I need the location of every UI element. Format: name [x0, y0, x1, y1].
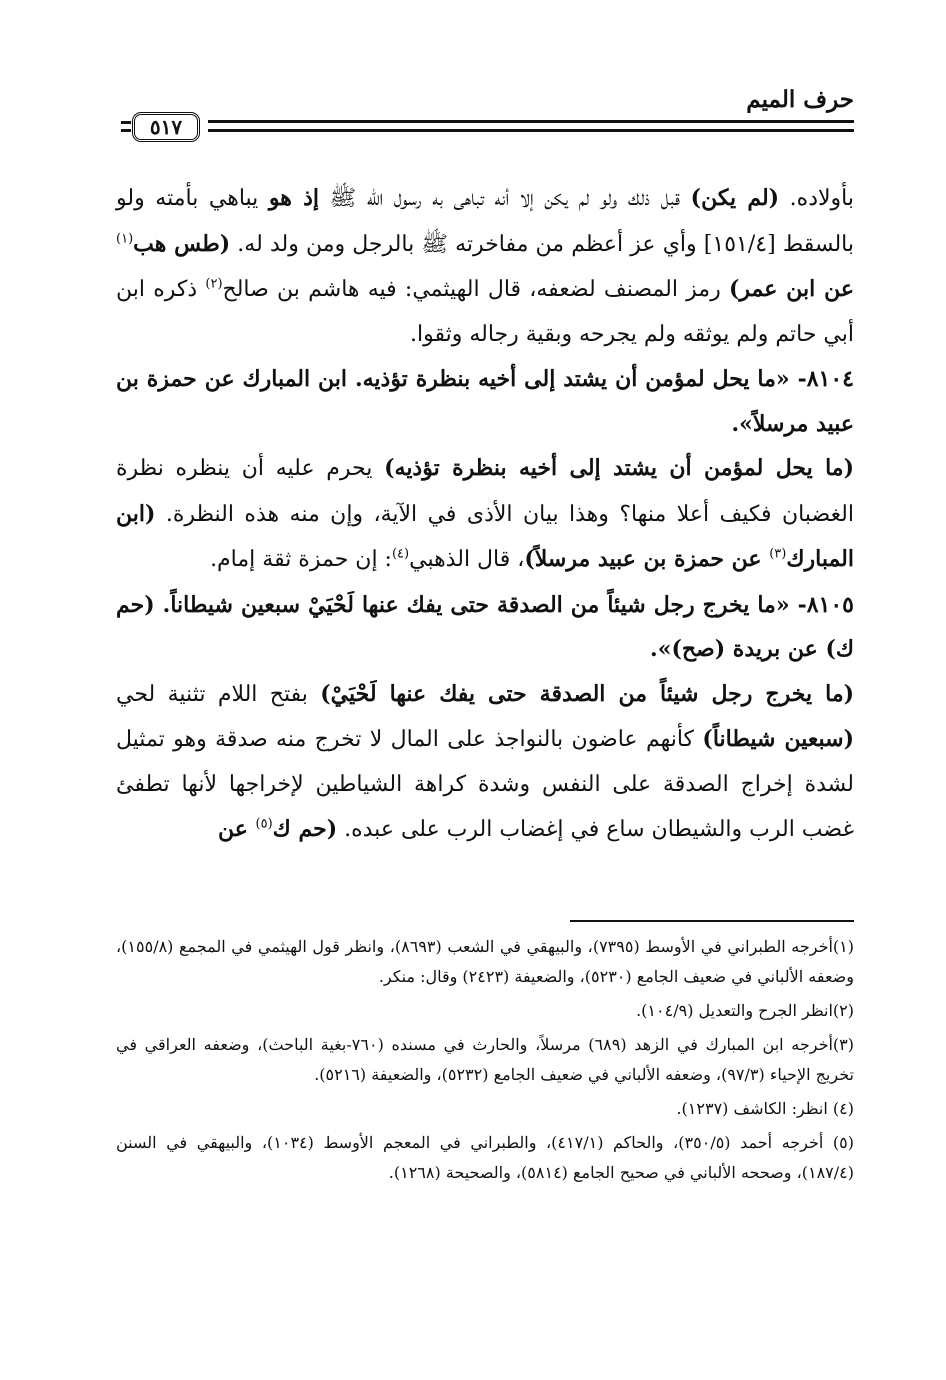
text-run: ، قال الذهبي [409, 547, 525, 572]
chapter-title: حرف الميم [746, 86, 854, 113]
source-code: (ابن المبارك [116, 500, 854, 572]
source-narrator: عن حمزة بن عبيد مرسلاً) [524, 546, 770, 572]
quoted-phrase: (سبعين شيطاناً) [702, 726, 855, 752]
text-run: كأنهم عاضون بالنواجذ على المال لا تخرج منه صدقة وهو تمثيل لشدة إخراج الصدقة على النفس وشدة كراهة الشياطين لإخراجها لأنها تطفئ غضب الرب والشيطان ساع في إغضاب الرب على عبده. [116, 727, 854, 842]
footnotes [116, 932, 854, 1192]
entry-text: - «ما يخرج رجل شيئاً من الصدقة حتى يفك عنها لَحْيَيْ سبعين شيطاناً. (حم ك) عن بريدة (صح)». [116, 591, 854, 662]
paragraph [116, 672, 854, 853]
paragraph [116, 176, 854, 357]
text-run: رمز المصنف لضعفه، قال الهيثمي: فيه هاشم بن صالح [222, 277, 729, 302]
text-run: يباهي بأمته ولو بالسقط [١٥١/٤] وأي عز أعظم من مفاخرته ﷺ بالرجل ومن ولد له. [116, 186, 854, 257]
hadith-entry [116, 583, 854, 672]
entry-text: - «ما يحل لمؤمن أن يشتد إلى أخيه بنظرة تؤذيه. ابن المبارك عن حمزة بن عبيد مرسلاً». [116, 366, 854, 437]
footnote: (٢)انظر الجرح والتعديل (١٠٤/٩). [636, 1001, 854, 1020]
page-number: ٥١٧ [132, 112, 200, 142]
hadith-entry [116, 357, 854, 446]
text-run: بفتح اللام تثنية لحي [116, 681, 321, 707]
footnote-ref[interactable]: (٣) [769, 546, 787, 562]
page-header [116, 84, 854, 156]
footnote: (٣)أخرجه ابن المبارك في الزهد (٦٨٩) مرسلاً، والحارث في مسنده (٧٦٠-بغية الباحث)، وضعفه العراقي في تخريج الإحياء (٩٧/٣)، وضعفه الألباني في ضعيف الجامع (٥٢٣٢)، والضعيفة (٥٢١٦). [116, 1035, 855, 1084]
footnote-ref[interactable]: (٤) [391, 546, 410, 562]
footnote-ref[interactable]: (١) [116, 231, 134, 247]
quoted-phrase: إذ هو [268, 185, 320, 211]
text-run: قبل ذلك ولو لم يكن إلا أنه تباهى به رسول الله ﷺ [319, 186, 691, 211]
paragraph [116, 446, 854, 583]
main-text [116, 176, 854, 853]
text-run: : إن حمزة ثقة إمام. [210, 547, 392, 572]
source-narrator: عن ابن عمر) [728, 276, 854, 302]
quoted-phrase: (ما يحل لمؤمن أن يشتد إلى أخيه بنظرة تؤذيه) [384, 455, 854, 481]
footnote-separator [570, 920, 854, 922]
source-code: (حم ك [272, 816, 338, 842]
entry-number: ٨١٠٤ [806, 366, 854, 392]
footnote: (١)أخرجه الطبراني في الأوسط (٧٣٩٥)، والبيهقي في الشعب (٨٦٩٣)، وانظر قول الهيثمي في المجمع (١٥٥/٨)، وضعفه الألباني في ضعيف الجامع (٥٢٣٠)، والضعيفة (٢٤٢٣) وقال: منكر. [116, 937, 855, 986]
quoted-phrase: (ما يخرج رجل شيئاً من الصدقة حتى يفك عنها لَحْيَيْ) [320, 680, 855, 707]
footnote: (٥) أخرجه أحمد (٣٥٠/٥)، والحاكم (٤١٧/١)، والطبراني في المعجم الأوسط (١٠٣٤)، والبيهقي في السنن (١٨٧/٤)، وصححه الألباني في صحيح الجامع (٥٨١٤)، والصحيحة (١٢٦٨). [116, 1133, 854, 1182]
quoted-phrase: (لم يكن) [690, 185, 780, 211]
text-run: بأولاده. [779, 186, 854, 211]
header-rule-bottom [208, 129, 854, 132]
source-narrator: عن [217, 816, 256, 842]
footnote-ref[interactable]: (٢) [205, 276, 223, 292]
entry-number: ٨١٠٥ [806, 591, 854, 618]
text-run: ذكره ابن أبي حاتم ولم يوثقه ولم يجرحه وبقية رجاله وثقوا. [116, 277, 854, 347]
text-run: يحرم عليه أن ينظره نظرة الغضبان فكيف أعلا منها؟ وهذا بيان الأذى في الآية، وإن منه هذه النظرة. [116, 456, 854, 527]
footnote: (٤) انظر: الكاشف (١٢٣٧). [676, 1099, 854, 1118]
header-rule-top [208, 120, 854, 123]
source-code: (طس هب [133, 230, 231, 257]
footnote-ref[interactable]: (٥) [255, 816, 273, 832]
